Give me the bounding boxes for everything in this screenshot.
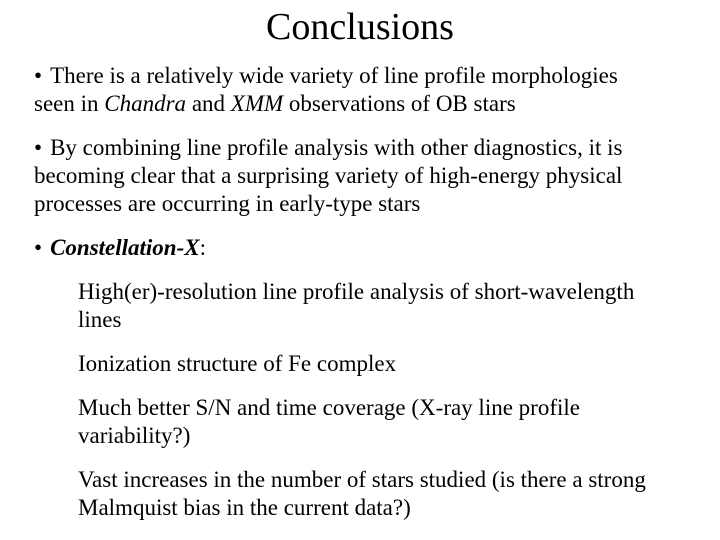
bullet-icon: • <box>34 63 43 88</box>
sub-item-3-line-2: variability?) <box>78 423 191 448</box>
sub-item-3 <box>78 394 694 450</box>
sub-item-3-line-1: Much better S/N and time coverage (X-ray line profile <box>78 395 580 420</box>
sub-item-4-line-2: Malmquist bias in the current data?) <box>78 495 411 520</box>
bullet-1-line-2-text: and <box>186 91 231 116</box>
bullet-2-line-2: becoming clear that a surprising variety of high-energy physical <box>34 163 623 188</box>
bullet-1-line-2-text: observations of OB stars <box>283 91 516 116</box>
bullet-icon: • <box>34 235 43 260</box>
chandra-italic-text: Chandra <box>104 91 187 116</box>
constellation-x-emphasis: Constellation-X <box>50 235 200 260</box>
constellation-x-colon: : <box>199 235 206 260</box>
bullet-icon: • <box>34 135 43 160</box>
slide-title: Conclusions <box>266 6 454 48</box>
xmm-italic-text: XMM <box>230 91 284 116</box>
sub-item-1 <box>78 278 694 334</box>
bullet-1-line-2-text: seen in <box>34 91 105 116</box>
text-line <box>34 134 694 162</box>
bullet-item-1 <box>34 62 694 118</box>
slide-body <box>0 47 720 522</box>
sub-item-4-line-1: Vast increases in the number of stars studied (is there a strong <box>78 467 646 492</box>
text-line <box>34 90 694 118</box>
sub-item-4 <box>78 466 694 522</box>
bullet-item-3 <box>34 234 694 262</box>
text-line <box>34 62 694 90</box>
bullet-item-2 <box>34 134 694 218</box>
bullet-1-line-1: There is a relatively wide variety of line profile morphologies <box>50 63 618 88</box>
sub-item-2 <box>78 350 694 378</box>
sub-item-1-line-2: lines <box>78 307 122 332</box>
text-line <box>34 234 694 262</box>
sub-item-1-line-1: High(er)-resolution line profile analysis of short-wavelength <box>78 279 635 304</box>
bullet-2-line-3: processes are occurring in early-type stars <box>34 191 421 216</box>
sub-item-2-line-1: Ionization structure of Fe complex <box>78 351 397 376</box>
bullet-2-line-1: By combining line profile analysis with other diagnostics, it is <box>50 135 623 160</box>
